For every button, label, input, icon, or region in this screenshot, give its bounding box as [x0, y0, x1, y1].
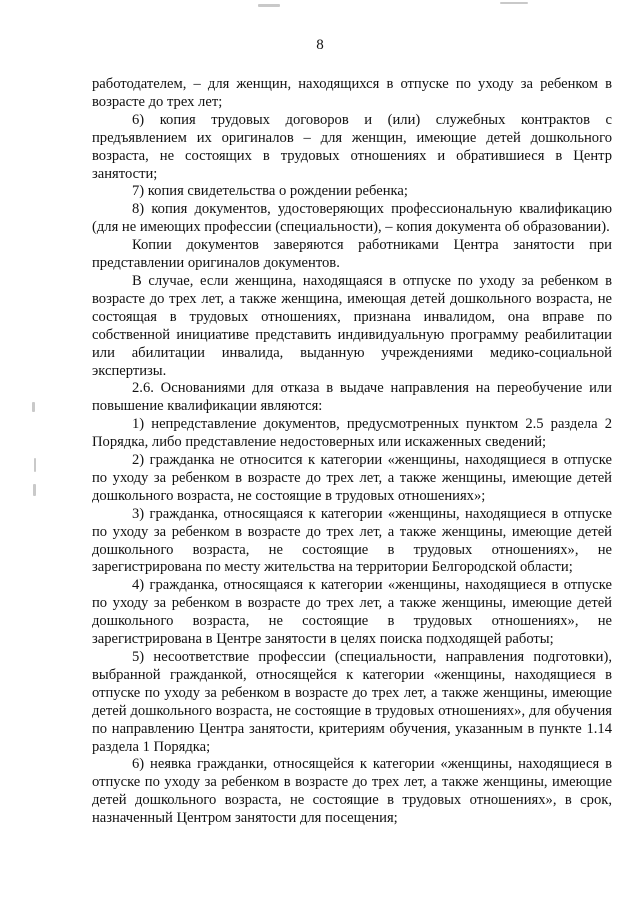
paragraph: работодателем, – для женщин, находящихся в отпуске по уходу за ребенком в возрасте до трех лет; — [92, 76, 612, 110]
paragraph: 8) копия документов, удостоверяющих профессиональную квалификацию (для не имеющих профессии (специальности), – копия документа об образовании). — [92, 201, 612, 236]
list-item: 3) гражданка, относящаяся к категории «женщины, находящиеся в отпуске по уходу за ребенком в возрасте до трех лет, а также женщины, имеющие детей дошкольного возраста, не состоящие в трудовых отношениях», не зарегистрирована по месту жительства на территории Белгородской области; — [92, 505, 612, 576]
list-item: 4) гражданка, относящаяся к категории «женщины, находящиеся в отпуске по уходу за ребенком в возрасте до трех лет, а также женщины, имеющие детей дошкольного возраста, не состоящие в трудовых отношениях», не зарегистрирована в Центре занятости в целях поиска подходящей работы; — [92, 577, 612, 648]
scan-artifact-top-right — [500, 2, 528, 4]
paragraph: Копии документов заверяются работниками Центра занятости при представлении оригиналов документов. — [92, 237, 612, 272]
list-item: 1) непредставление документов, предусмотренных пунктом 2.5 раздела 2 Порядка, либо представление недостоверных или искаженных сведений; — [92, 416, 612, 451]
list-item: 2) гражданка не относится к категории «женщины, находящиеся в отпуске по уходу за ребенком в возрасте до трех лет, а также женщины, имеющие детей дошкольного возраста, не состоящие в трудовых отношениях»; — [92, 452, 612, 504]
paragraph: 7) копия свидетельства о рождении ребенка; — [132, 183, 408, 200]
list-item: 5) несоответствие профессии (специальности, направления подготовки), выбранной гражданкой, относящейся к категории «женщины, находящиеся в отпуске по уходу за ребенком в возрасте до трех лет, а также женщины, имеющие детей дошкольного возраста, не состоящие в трудовых отношениях», для обучения по направлению Центра занятости, критериям обучения, указанным в пункте 1.14 раздела 1 Порядка; — [92, 649, 612, 755]
paragraph: В случае, если женщина, находящаяся в отпуске по уходу за ребенком в возрасте до трех лет, а также женщина, имеющая детей дошкольного возраста, не состоящая в трудовых отношениях, признана инвалидом, она вправе по собственной инициативе представить индивидуальную программу реабилитации или абилитации инвалида, выданную учреждениями медико-социальной экспертизы. — [92, 272, 612, 379]
page-number: 8 — [316, 37, 324, 53]
scan-artifact-top — [258, 4, 280, 7]
scan-artifact-left-3 — [33, 484, 36, 496]
document-body — [92, 76, 612, 828]
paragraph: 6) копия трудовых договоров и (или) служебных контрактов с предъявлением их оригиналов – для женщин, имеющие детей дошкольного возраста, не состоящих в трудовых отношениях и обратившиеся в Центр занятости; — [92, 111, 612, 182]
scan-artifact-left-1 — [32, 402, 35, 412]
section-heading-paragraph: 2.6. Основаниями для отказа в выдаче направления на переобучение или повышение квалификации являются: — [92, 380, 612, 415]
scan-artifact-left-2 — [34, 458, 36, 472]
list-item: 6) неявка гражданки, относящейся к категории «женщины, находящиеся в отпуске по уходу за ребенком в возрасте до трех лет, а также женщины, имеющие детей дошкольного возраста, не состоящие в трудовых отношениях», в срок, назначенный Центром занятости для посещения; — [92, 756, 612, 827]
